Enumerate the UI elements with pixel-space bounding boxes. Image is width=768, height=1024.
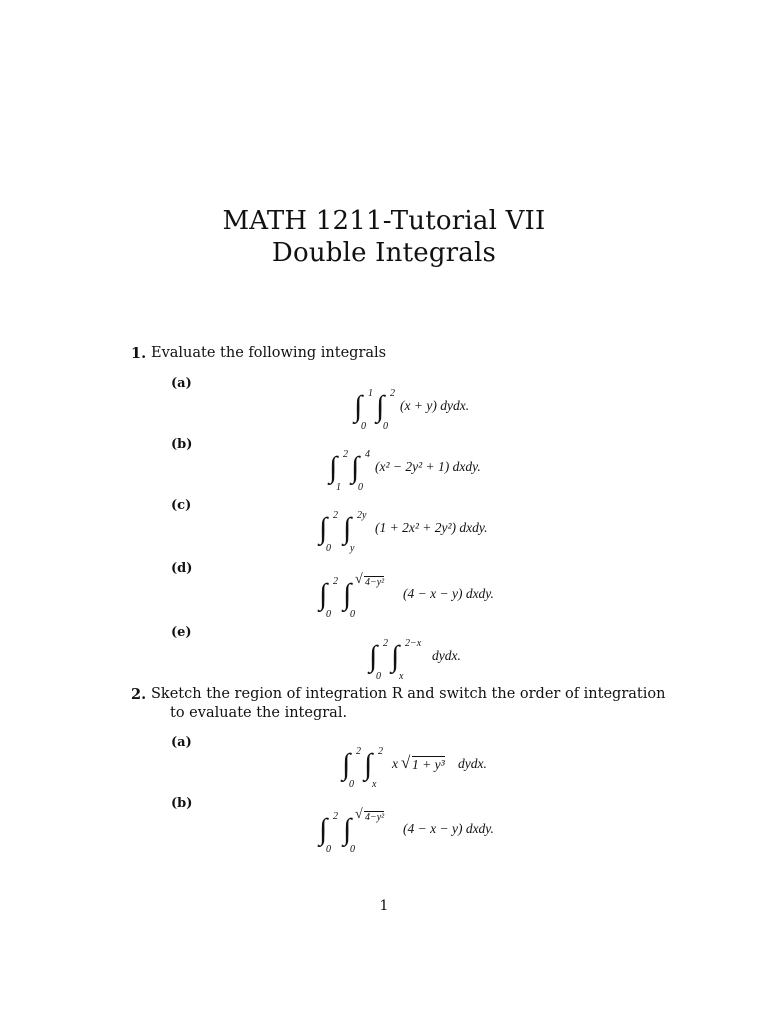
inner-upper-limit: 2 — [390, 388, 395, 399]
integrand: (4 − x − y) dxdy. — [403, 586, 494, 601]
inner-upper-limit: 4−y² — [365, 812, 385, 823]
part-1a-label: (a) — [171, 376, 192, 391]
part-1c-label: (c) — [171, 498, 192, 513]
radical-sign: √ — [355, 572, 363, 587]
document-title-line2: Double Integrals — [271, 238, 497, 268]
integrand-suffix: dydx. — [458, 756, 487, 771]
inner-lower-limit: 0 — [350, 609, 355, 620]
part-1e-label: (e) — [171, 625, 192, 640]
outer-upper-limit: 2 — [333, 510, 338, 521]
outer-lower-limit: 0 — [326, 543, 331, 554]
integrand: dydx. — [432, 648, 461, 663]
outer-integral-sign: ∫ — [369, 640, 378, 673]
inner-upper-limit: 4 — [365, 449, 370, 460]
inner-integral-sign: ∫ — [364, 748, 373, 781]
question-2-number: 2. — [131, 686, 147, 703]
outer-integral-sign: ∫ — [342, 748, 351, 781]
question-1-text: Evaluate the following integrals — [151, 345, 387, 361]
outer-integral-sign: ∫ — [329, 451, 338, 484]
part-1b-label: (b) — [171, 437, 193, 452]
inner-lower-limit: x — [372, 779, 377, 790]
part-2b-label: (b) — [171, 796, 193, 811]
inner-upper-limit: 2−x — [405, 638, 422, 649]
integrand: (4 − x − y) dxdy. — [403, 821, 494, 836]
document-title-line1: MATH 1211-Tutorial VII — [222, 206, 546, 236]
inner-lower-limit: x — [399, 671, 404, 682]
outer-lower-limit: 0 — [326, 609, 331, 620]
inner-lower-limit: 0 — [383, 421, 388, 432]
outer-upper-limit: 2 — [333, 576, 338, 587]
outer-upper-limit: 2 — [333, 811, 338, 822]
inner-lower-limit: 0 — [358, 482, 363, 493]
inner-integral-sign: ∫ — [343, 578, 352, 611]
radical-sign: √ — [355, 807, 363, 822]
inner-upper-limit: 2y — [357, 510, 367, 521]
inner-integral-sign: ∫ — [343, 512, 352, 545]
inner-upper-limit: 2 — [378, 746, 383, 757]
outer-lower-limit: 0 — [376, 671, 381, 682]
integrand-prefix: x — [392, 756, 398, 771]
integrand: (1 + 2x² + 2y²) dxdy. — [375, 520, 488, 535]
page-number: 1 — [379, 898, 389, 914]
outer-lower-limit: 0 — [349, 779, 354, 790]
question-2-text-line2: to evaluate the integral. — [170, 705, 348, 721]
question-2-text-line1: Sketch the region of integration R and switch the order of integration — [151, 686, 666, 702]
outer-upper-limit: 2 — [356, 746, 361, 757]
question-1-number: 1. — [131, 345, 147, 362]
outer-upper-limit: 1 — [368, 388, 373, 399]
integrand: (x² − 2y² + 1) dxdy. — [375, 459, 481, 474]
outer-upper-limit: 2 — [343, 449, 348, 460]
part-2a-label: (a) — [171, 735, 192, 750]
radical-sign: √ — [401, 753, 411, 772]
integrand-sqrt: 1 + y³ — [412, 757, 445, 772]
inner-integral-sign: ∫ — [376, 390, 385, 423]
inner-upper-limit: 4−y² — [365, 577, 385, 588]
inner-lower-limit: 0 — [350, 844, 355, 855]
part-1d-label: (d) — [171, 561, 193, 576]
outer-upper-limit: 2 — [383, 638, 388, 649]
outer-integral-sign: ∫ — [354, 390, 363, 423]
outer-integral-sign: ∫ — [319, 578, 328, 611]
outer-lower-limit: 1 — [336, 482, 341, 493]
outer-lower-limit: 0 — [326, 844, 331, 855]
outer-integral-sign: ∫ — [319, 813, 328, 846]
outer-integral-sign: ∫ — [319, 512, 328, 545]
inner-lower-limit: y — [350, 543, 355, 554]
inner-integral-sign: ∫ — [391, 640, 400, 673]
inner-integral-sign: ∫ — [343, 813, 352, 846]
inner-integral-sign: ∫ — [351, 451, 360, 484]
integrand: (x + y) dydx. — [400, 398, 470, 413]
outer-lower-limit: 0 — [361, 421, 366, 432]
